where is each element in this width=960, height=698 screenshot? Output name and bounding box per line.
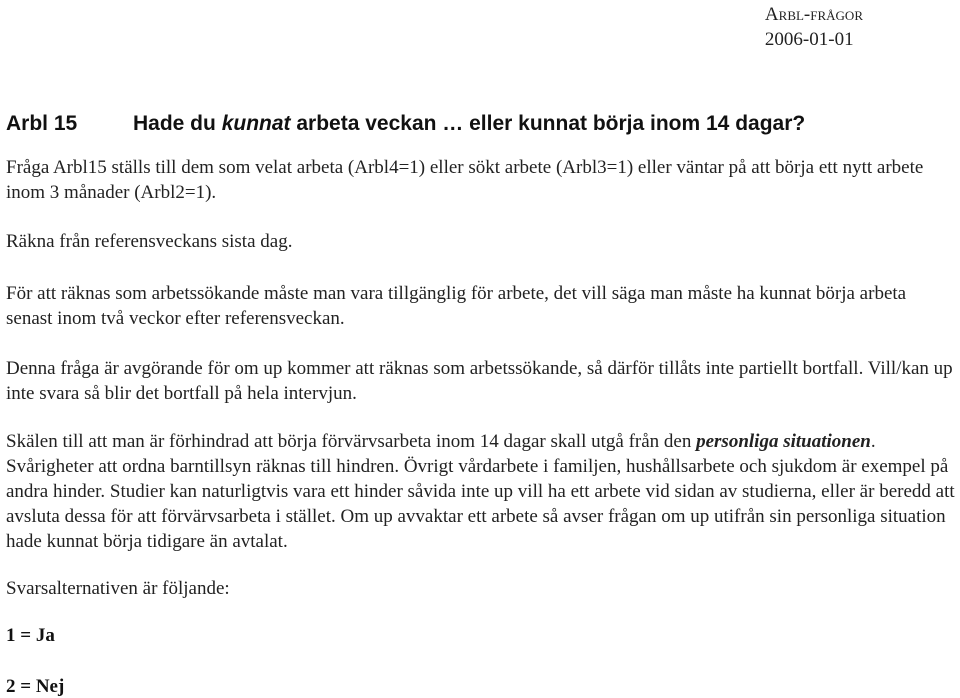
question-text-start: Hade du (133, 112, 222, 135)
question-code: Arbl 15 (6, 112, 78, 135)
reasons-emphasis: personliga situationen (696, 431, 871, 452)
answer-option-yes: 1 = Ja (6, 625, 55, 646)
question-heading (6, 112, 805, 136)
paragraph-availability: För att räknas som arbetssökande måste man vara tillgänglig för arbete, det vill säga man måste ha kunnat börja arbeta senast inom två veckor efter referensveckan. (6, 283, 907, 329)
paragraph-nonresponse: Denna fråga är avgörande för om up kommer att räknas som arbetssökande, så därför tillåts inte partiellt bortfall. Vill/kan up inte svara så blir det bortfall på hela intervjun. (6, 358, 953, 404)
paragraph-conditions: Fråga Arbl15 ställs till dem som velat arbeta (Arbl4=1) eller sökt arbete (Arbl3=1) eller väntar på att börja ett nytt arbete inom 3 månader (Arbl2=1). (6, 157, 924, 203)
document-date: 2006-01-01 (764, 29, 854, 50)
document-section-title: Arbl-frågor (764, 4, 863, 25)
question-text-emphasis: kunnat (221, 112, 291, 135)
reasons-text-start: Skälen till att man är förhindrad att börja förvärvsarbeta inom 14 dagar skall utgå från den (6, 431, 697, 452)
document-header (765, 2, 863, 52)
paragraph-answer-intro: Svarsalternativen är följande: (6, 578, 230, 599)
paragraph-reasons (6, 429, 956, 554)
question-text-end: arbeta veckan … eller kunnat börja inom 14 dagar? (290, 112, 806, 135)
reasons-text-end: . Svårigheter att ordna barntillsyn räknas till hindren. Övrigt vårdarbete i familjen, hushållsarbete och sjukdom är exempel på andra hinder. Studier kan naturligtvis vara ett hinder såvida inte up vill ha ett arbete vid sidan av studierna, eller är beredd att avsluta dessa för att förvärvsarbeta i stället. Om up avvaktar ett arbete så avser frågan om up utifrån sin personliga situation hade kunnat börja tidigare än avtalat. (6, 431, 955, 552)
answer-option-no: 2 = Nej (6, 676, 65, 697)
paragraph-reference-day: Räkna från referensveckans sista dag. (6, 231, 293, 252)
